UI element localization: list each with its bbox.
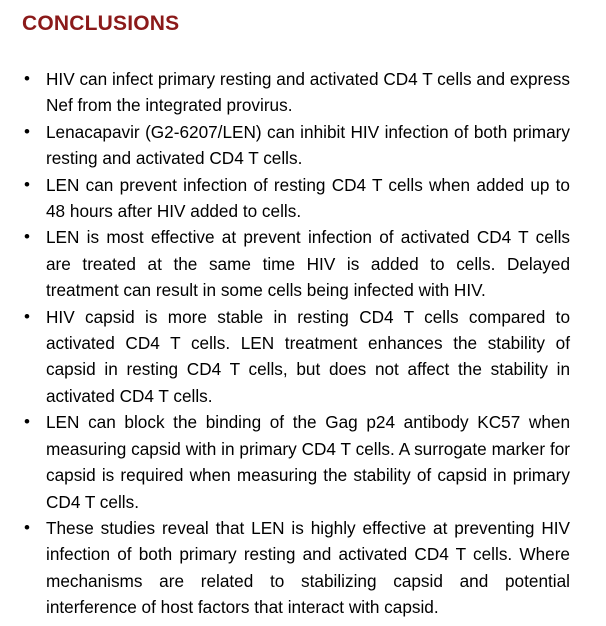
list-item — [20, 172, 570, 225]
list-item-text: Lenacapavir (G2-6207/LEN) can inhibit HIV infection of both primary resting and activated CD4 T cells. — [46, 121, 570, 169]
list-item-text: LEN can block the binding of the Gag p24 antibody KC57 when measuring capsid with in primary CD4 T cells. A surrogate marker for capsid is required when measuring the stability of capsid in primary CD4 T cells. — [46, 412, 570, 512]
bullet-icon: • — [24, 69, 30, 88]
list-item-text: These studies reveal that LEN is highly effective at preventing HIV infection of both primary resting and activated CD4 T cells. Where mechanisms are related to stabilizing capsid and potential interference of host factors that interact with capsid. — [46, 517, 570, 618]
list-item — [20, 66, 570, 119]
bullet-icon: • — [24, 412, 30, 432]
bullet-icon: • — [24, 121, 30, 141]
list-item-text: HIV can infect primary resting and activated CD4 T cells and express Nef from the integrated provirus. — [46, 69, 570, 116]
list-item — [20, 224, 570, 303]
list-item-text: LEN can prevent infection of resting CD4 T cells when added up to 48 hours after HIV added to cells. — [46, 174, 570, 222]
section-heading: CONCLUSIONS — [22, 12, 180, 35]
bullet-icon: • — [24, 227, 30, 247]
list-item — [20, 409, 570, 515]
bullet-icon: • — [24, 517, 30, 537]
conclusions-list — [20, 66, 570, 621]
list-item — [20, 515, 570, 621]
list-item-text: LEN is most effective at prevent infection of activated CD4 T cells are treated at the same time HIV is added to cells. Delayed treatment can result in some cells being infected with HIV. — [46, 227, 570, 301]
list-item-text: HIV capsid is more stable in resting CD4 T cells compared to activated CD4 T cells. LEN treatment enhances the stability of capsid in resting CD4 T cells, but does not affect the stability in activated CD4 T cells. — [46, 306, 570, 406]
list-item — [20, 304, 570, 410]
list-item — [20, 119, 570, 172]
bullet-icon: • — [24, 306, 30, 326]
bullet-icon: • — [24, 174, 30, 194]
